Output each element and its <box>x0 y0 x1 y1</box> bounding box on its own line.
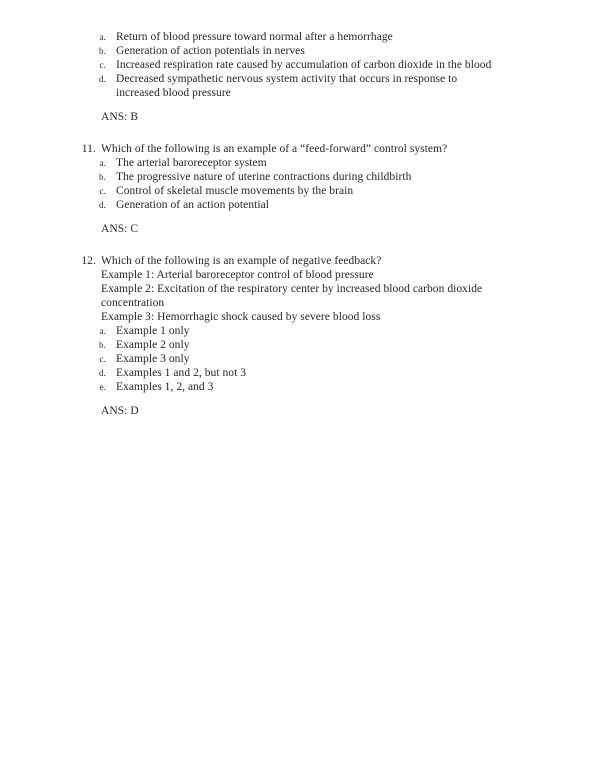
option-row[interactable] <box>0 58 600 72</box>
question-extra-line-row <box>0 296 600 310</box>
answer-line: ANS: B <box>101 111 139 123</box>
question-extra-line-row <box>0 310 600 324</box>
option-letter: e. <box>99 382 106 392</box>
option-text-wrap: increased blood pressure <box>116 87 231 99</box>
answer-line: ANS: D <box>101 405 139 417</box>
option-row[interactable] <box>0 44 600 58</box>
option-text: Example 2 only <box>116 339 190 351</box>
option-text: The arterial baroreceptor system <box>116 157 267 169</box>
question-extra-line-row <box>0 282 600 296</box>
question-extra-line: Example 2: Excitation of the respiratory center by increased blood carbon dioxide <box>101 283 483 295</box>
option-letter: d. <box>99 200 106 210</box>
option-text: Generation of an action potential <box>116 199 270 211</box>
question-stem-row <box>0 254 600 268</box>
question-extra-line-row <box>0 268 600 282</box>
spacer <box>0 124 600 142</box>
question-extra-line: Example 3: Hemorrhagic shock caused by severe blood loss <box>101 311 381 323</box>
option-text: Return of blood pressure toward normal after a hemorrhage <box>116 31 393 43</box>
option-letter: d. <box>99 74 106 84</box>
option-row[interactable] <box>0 184 600 198</box>
option-row[interactable] <box>0 170 600 184</box>
option-text: The progressive nature of uterine contractions during childbirth <box>116 171 412 183</box>
option-text: Control of skeletal muscle movements by the brain <box>116 185 354 197</box>
question-stem: Which of the following is an example of a “feed-forward” control system? <box>101 143 448 155</box>
document-content <box>0 30 600 418</box>
option-letter: a. <box>99 326 106 336</box>
spacer <box>0 394 600 404</box>
spacer <box>0 236 600 254</box>
option-letter: b. <box>99 340 106 350</box>
option-letter: c. <box>99 186 106 196</box>
question-stem-row <box>0 142 600 156</box>
answer-row <box>0 110 600 124</box>
option-text: Decreased sympathetic nervous system activity that occurs in response to <box>116 73 458 85</box>
question-stem: Which of the following is an example of negative feedback? <box>101 255 382 267</box>
option-letter: c. <box>99 60 106 70</box>
spacer <box>0 100 600 110</box>
option-row[interactable] <box>0 366 600 380</box>
option-row[interactable] <box>0 156 600 170</box>
option-row[interactable] <box>0 198 600 212</box>
option-text: Example 3 only <box>116 353 190 365</box>
question-block-continued <box>0 30 600 124</box>
option-text: Increased respiration rate caused by accumulation of carbon dioxide in the blood <box>116 59 492 71</box>
spacer <box>0 212 600 222</box>
option-text-wrap-row <box>0 86 600 100</box>
answer-row <box>0 404 600 418</box>
option-row[interactable] <box>0 380 600 394</box>
option-letter: d. <box>99 368 106 378</box>
option-letter: a. <box>99 32 106 42</box>
option-text: Example 1 only <box>116 325 190 337</box>
question-extra-line: Example 1: Arterial baroreceptor control of blood pressure <box>101 269 374 281</box>
option-row[interactable] <box>0 352 600 366</box>
option-row[interactable] <box>0 338 600 352</box>
option-letter: c. <box>99 354 106 364</box>
option-text: Examples 1 and 2, but not 3 <box>116 367 247 379</box>
question-number: 11. <box>81 143 96 155</box>
answer-row <box>0 222 600 236</box>
option-row[interactable] <box>0 30 600 44</box>
option-letter: b. <box>99 46 106 56</box>
option-letter: a. <box>99 158 106 168</box>
question-block-12 <box>0 254 600 418</box>
option-letter: b. <box>99 172 106 182</box>
option-row[interactable] <box>0 324 600 338</box>
option-row[interactable] <box>0 72 600 86</box>
option-text: Generation of action potentials in nerves <box>116 45 305 57</box>
question-extra-line: concentration <box>101 297 165 309</box>
question-block-11 <box>0 142 600 236</box>
option-text: Examples 1, 2, and 3 <box>116 381 214 393</box>
question-number: 12. <box>81 255 96 267</box>
answer-line: ANS: C <box>101 223 139 235</box>
